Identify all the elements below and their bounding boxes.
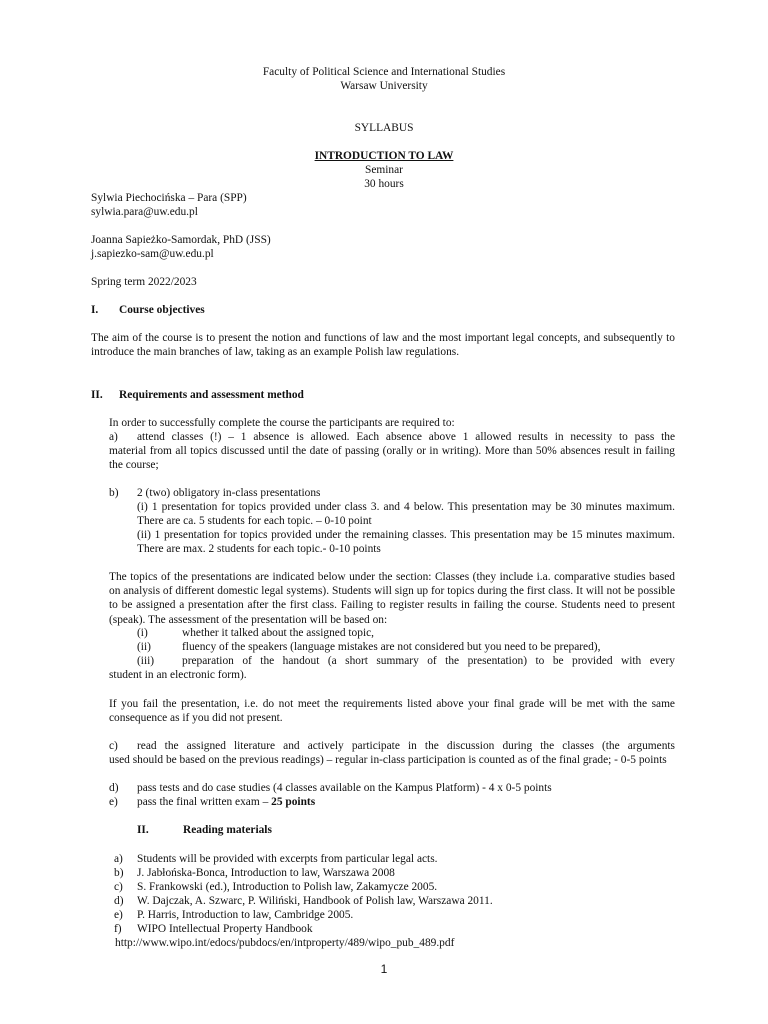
list-label: a)	[114, 853, 123, 865]
section-title: Requirements and assessment method	[119, 389, 304, 401]
requirement-d-text: pass tests and do case studies (4 classes available on the Kampus Platform) - 4 x 0-5 points	[137, 782, 552, 794]
fail-paragraph: If you fail the presentation, i.e. do not meet the requirements listed above your final grade will be met with the same consequence as if you did not present.	[109, 698, 675, 725]
reading-item: Students will be provided with excerpts from particular legal acts.	[137, 853, 438, 865]
list-label: e)	[114, 909, 123, 921]
final-exam-points: 25 points	[271, 796, 316, 808]
list-label: a)	[109, 431, 118, 443]
instructor-name: Joanna Sapieżko-Samordak, PhD (JSS)	[91, 234, 271, 246]
assessment-criterion: whether it talked about the assigned topic,	[182, 627, 375, 639]
faculty-name: Faculty of Political Science and International Studies	[262, 66, 506, 78]
requirement-e-label: pass the final written exam –	[137, 796, 269, 808]
list-label: c)	[109, 740, 118, 752]
requirement-a-lead: attend classes (!) – 1 absence is allowed. Each absence above 1 allowed results in necessity to pass the	[137, 431, 675, 443]
reading-item: WIPO Intellectual Property Handbook	[137, 923, 313, 935]
requirement-c-text: used should be based on the previous readings) – regular in-class participation is counted as of the final grade; - 0-5 points	[109, 754, 667, 766]
instructor-email[interactable]: sylwia.para@uw.edu.pl	[91, 206, 198, 218]
list-label: (i)	[137, 627, 148, 639]
topics-paragraph: The topics of the presentations are indicated below under the section: Classes (they include i.a. comparative studies based on analysis of different domestic legal systems). Students will sign up for topics during the first class. It will not be possible to be assigned a presentation after the first class. Failing to register results in failing the course. Students need to present (speak). The assessment of the presentation will be based on:	[109, 571, 675, 626]
list-label: c)	[114, 881, 123, 893]
course-objectives-text: The aim of the course is to present the notion and functions of law and the most important legal concepts, and subsequently to introduce the main branches of law, taking as an example Polish law regulations.	[91, 332, 675, 359]
syllabus-heading: SYLLABUS	[354, 122, 414, 134]
list-label: b)	[114, 867, 124, 879]
term: Spring term 2022/2023	[91, 276, 197, 288]
requirements-intro: In order to successfully complete the course the participants are required to:	[109, 417, 455, 429]
university-name: Warsaw University	[340, 80, 428, 92]
requirement-b-i: (i) 1 presentation for topics provided under class 3. and 4 below. This presentation may be 30 minutes maximum. There are ca. 5 students for each topic. – 0-10 point	[137, 501, 675, 528]
requirement-a-text: material from all topics discussed until the date of passing (orally or in writing). More than 50% absences result in failing the course;	[109, 445, 675, 472]
section-title: Course objectives	[119, 304, 205, 316]
list-label: (ii)	[137, 641, 151, 653]
requirement-b-ii: (ii) 1 presentation for topics provided under the remaining classes. This presentation may be 15 minutes maximum. There are max. 2 students for each topic.- 0-10 points	[137, 529, 675, 556]
reading-item: J. Jabłońska-Bonca, Introduction to law, Warszawa 2008	[137, 867, 395, 879]
section-title: Reading materials	[183, 824, 272, 836]
list-label: (iii)	[137, 655, 155, 667]
section-number: II.	[91, 389, 103, 401]
requirement-b-lead: 2 (two) obligatory in-class presentations	[137, 487, 321, 499]
course-title: INTRODUCTION TO LAW	[314, 150, 454, 162]
list-label: d)	[109, 782, 119, 794]
course-hours: 30 hours	[364, 178, 404, 190]
assessment-criterion: preparation of the handout (a short summary of the presentation) to be provided with every	[182, 655, 675, 667]
instructor-email[interactable]: j.sapiezko-sam@uw.edu.pl	[91, 248, 214, 260]
assessment-criterion-continued: student in an electronic form).	[109, 669, 247, 681]
list-label: e)	[109, 796, 118, 808]
page-number: 1	[380, 962, 388, 976]
requirement-e-text	[137, 795, 315, 809]
assessment-criterion: fluency of the speakers (language mistakes are not considered but you need to be prepared),	[182, 641, 601, 653]
handbook-link[interactable]: http://www.wipo.int/edocs/pubdocs/en/intproperty/489/wipo_pub_489.pdf	[115, 937, 455, 949]
handbook-url[interactable]	[115, 936, 454, 950]
reading-item: W. Dajczak, A. Szwarc, P. Wiliński, Handbook of Polish law, Warszawa 2011.	[137, 895, 493, 907]
reading-item: P. Harris, Introduction to law, Cambridge 2005.	[137, 909, 354, 921]
section-number: I.	[91, 304, 99, 316]
list-label: d)	[114, 895, 124, 907]
course-type: Seminar	[365, 164, 403, 176]
reading-item: S. Frankowski (ed.), Introduction to Polish law, Zakamycze 2005.	[137, 881, 438, 893]
list-label: b)	[109, 487, 119, 499]
requirement-c-lead: read the assigned literature and actively participate in the discussion during the classes (the arguments	[137, 740, 675, 752]
list-label: f)	[114, 923, 122, 935]
instructor-name: Sylwia Piechocińska – Para (SPP)	[91, 192, 247, 204]
section-number: II.	[137, 824, 149, 836]
